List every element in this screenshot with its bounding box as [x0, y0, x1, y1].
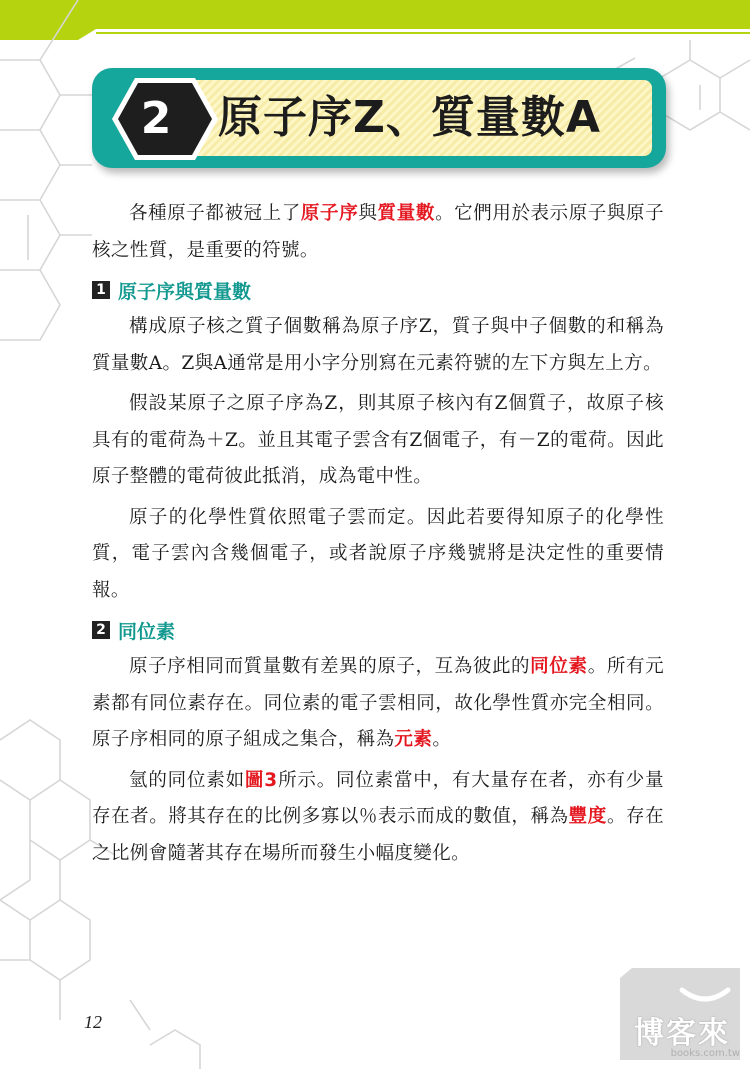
- section-number-box: 1: [92, 281, 110, 299]
- highlighted-term: 元素: [394, 729, 433, 750]
- highlighted-term: 豐度: [568, 806, 607, 827]
- intro-paragraph: [92, 196, 664, 269]
- text-run: 所示。同位素當中，有大量存在者，亦有少量存在者。將其存在的比例多寡以％表示而成的數值，稱為: [92, 769, 664, 827]
- text-run: 原子的化學性質依照電子雲而定。因此若要得知原子的化學性質，電子雲內含幾個電子，或者說原子序幾號將是決定性的重要情報。: [92, 506, 664, 601]
- text-run: 。它們用於表示原子與原子核之性質，是重要的符號。: [92, 203, 664, 261]
- text-run: 假設某原子之原子序為Z，則其原子核內有Z個質子，故原子核具有的電荷為＋Z。並且其電子雲含有Z個電子，有－Z的電荷。因此原子整體的電荷彼此抵消，成為電中性。: [92, 393, 664, 487]
- section-heading-2: [92, 613, 664, 647]
- highlighted-term: 圖3: [244, 769, 278, 791]
- body-paragraph: [92, 649, 664, 759]
- body-paragraph: [92, 763, 664, 873]
- chapter-title: 原子序Z、質量數A: [218, 92, 601, 143]
- text-run: 各種原子都被冠上了: [129, 203, 301, 224]
- text-run: 與: [358, 203, 378, 224]
- section-title: 同位素: [118, 620, 176, 643]
- text-run: 。所有元素都有同位素存在。同位素的電子雲相同，故化學性質亦完全相同。原子序相同的原子組成之集合，稱為: [92, 656, 664, 750]
- chapter-header: [92, 68, 666, 168]
- body-paragraph: [92, 309, 664, 382]
- page-content: [92, 196, 664, 876]
- text-run: 。: [432, 729, 452, 750]
- section-number-box: 2: [92, 621, 110, 639]
- highlighted-term: 同位素: [530, 656, 588, 677]
- text-run: 。存在之比例會隨著其存在場所而發生小幅度變化。: [92, 806, 664, 864]
- text-run: 原子序相同而質量數有差異的原子，互為彼此的: [129, 656, 531, 677]
- watermark-url: books.com.tw: [670, 1048, 740, 1059]
- highlighted-term: 質量數: [377, 203, 436, 224]
- highlighted-term: 原子序: [300, 203, 359, 224]
- text-run: 氫的同位素如: [129, 769, 245, 791]
- body-paragraph: [92, 500, 664, 610]
- page-number: 12: [84, 1012, 102, 1032]
- section-title: 原子序與質量數: [118, 280, 252, 303]
- body-paragraph: [92, 386, 664, 496]
- watermark-text: 博客來: [634, 1016, 730, 1051]
- section-heading-1: [92, 273, 664, 307]
- chapter-number: 2: [140, 93, 172, 144]
- text-run: 構成原子核之質子個數稱為原子序Z，質子與中子個數的和稱為質量數A。Z與A通常是用小字分別寫在元素符號的左下方與左上方。: [92, 316, 664, 374]
